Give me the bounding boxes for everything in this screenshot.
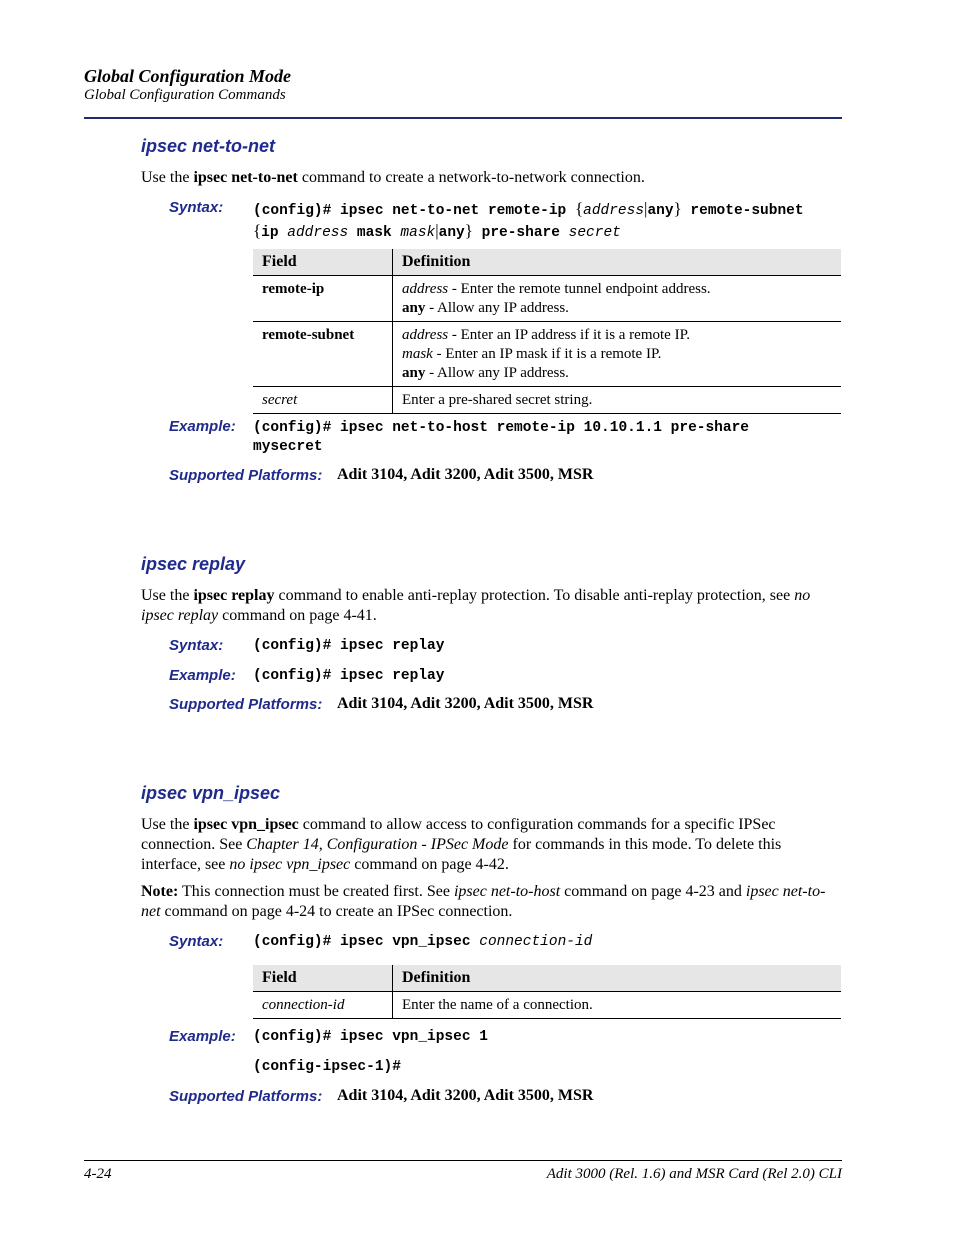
- table-row: [253, 276, 841, 322]
- syntax-replay: (config)# ipsec replay: [253, 638, 445, 654]
- platforms-label: Supported Platforms:: [169, 696, 323, 713]
- platforms-label: Supported Platforms:: [169, 1088, 323, 1105]
- section-title-vpn-ipsec: ipsec vpn_ipsec: [141, 783, 281, 803]
- table-row: [253, 387, 841, 414]
- syntax-vpn-ipsec: (config)# ipsec vpn_ipsec connection-id: [253, 934, 593, 950]
- field-definition: address - Enter an IP address if it is a remote IP. mask - Enter an IP mask if it is a remote IP. any - Allow any IP address.: [393, 322, 842, 387]
- field-name: connection-id: [253, 992, 393, 1019]
- section-title-net-to-net: ipsec net-to-net: [141, 136, 276, 156]
- field-name: remote-ip: [253, 276, 393, 322]
- table-row: [253, 992, 841, 1019]
- syntax-label: Syntax:: [169, 199, 224, 216]
- intro-replay: Use the ipsec replay command to enable anti-replay protection. To disable anti-replay protection, see no ipsec replay command on page 4-41.: [141, 587, 811, 624]
- example-label: Example:: [169, 418, 236, 435]
- section-subtitle: Global Configuration Commands: [84, 87, 286, 103]
- page-number: 4-24: [84, 1166, 112, 1182]
- example-net-to-net: (config)# ipsec net-to-host remote-ip 10.10.1.1 pre-share mysecret: [253, 420, 749, 455]
- field-table-net-to-net: [253, 249, 841, 414]
- chapter-title: Global Configuration Mode: [84, 66, 292, 86]
- table-header-field: Field: [253, 965, 393, 992]
- table-header-definition: Definition: [393, 965, 842, 992]
- footer-rule: [84, 1160, 842, 1161]
- platforms-net-to-net: Adit 3104, Adit 3200, Adit 3500, MSR: [337, 466, 594, 483]
- field-definition: Enter a pre-shared secret string.: [393, 387, 842, 414]
- example-vpn-ipsec-line-1: (config)# ipsec vpn_ipsec 1: [253, 1029, 488, 1045]
- field-table-vpn-ipsec: [253, 965, 841, 1019]
- example-label: Example:: [169, 1028, 236, 1045]
- syntax-label: Syntax:: [169, 933, 224, 950]
- example-vpn-ipsec-line-2: (config-ipsec-1)#: [253, 1059, 401, 1075]
- field-definition: address - Enter the remote tunnel endpoint address. any - Allow any IP address.: [393, 276, 842, 322]
- field-name: remote-subnet: [253, 322, 393, 387]
- syntax-label: Syntax:: [169, 637, 224, 654]
- table-row: [253, 322, 841, 387]
- example-label: Example:: [169, 667, 236, 684]
- example-replay: (config)# ipsec replay: [253, 668, 445, 684]
- intro-vpn-ipsec: Use the ipsec vpn_ipsec command to allow access to configuration commands for a specific IPSec connection. See Chapter 14, Configuration - IPSec Mode for commands in this mode. To delete this interface, see no ipsec vpn_ipsec command on page 4-42.: [141, 816, 782, 873]
- field-name: secret: [253, 387, 393, 414]
- document-title: Adit 3000 (Rel. 1.6) and MSR Card (Rel 2.0) CLI: [546, 1166, 842, 1182]
- table-header-field: Field: [253, 249, 393, 276]
- section-title-replay: ipsec replay: [141, 554, 246, 574]
- platforms-label: Supported Platforms:: [169, 467, 323, 484]
- header-rule: [84, 117, 842, 119]
- platforms-replay: Adit 3104, Adit 3200, Adit 3500, MSR: [337, 695, 594, 712]
- table-header-definition: Definition: [393, 249, 842, 276]
- intro-net-to-net: Use the ipsec net-to-net command to create a network-to-network connection.: [141, 169, 645, 186]
- syntax-net-to-net: (config)# ipsec net-to-net remote-ip {address|any} remote-subnet {ip address mask mask|any} pre-share secret: [253, 199, 804, 241]
- note-vpn-ipsec: Note: This connection must be created first. See ipsec net-to-host command on page 4-23 and ipsec net-to-net command on page 4-24 to create an IPSec connection.: [141, 883, 826, 920]
- platforms-vpn-ipsec: Adit 3104, Adit 3200, Adit 3500, MSR: [337, 1087, 594, 1104]
- field-definition: Enter the name of a connection.: [393, 992, 842, 1019]
